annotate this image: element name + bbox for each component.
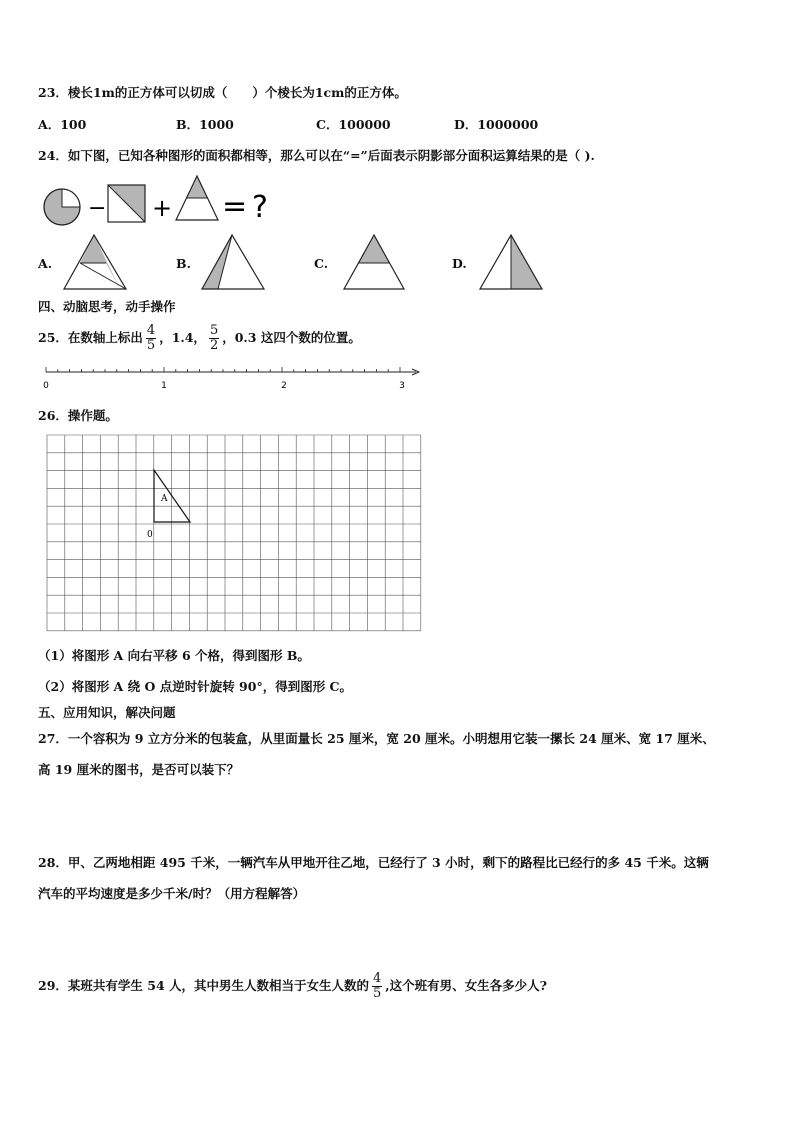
- square-half-shaded-icon: [108, 185, 145, 222]
- axis-label-3: 3: [399, 381, 405, 391]
- q24-equation-figure: [40, 172, 280, 232]
- q24-option-b-label: B.: [176, 256, 191, 271]
- q25-fraction-2-den: 2: [209, 338, 219, 353]
- q23-text: 23．棱长1m的正方体可以切成（ ）个棱长为1cm的正方体。: [38, 85, 407, 100]
- q25-fraction-2-num: 5: [209, 323, 219, 338]
- q29-text: [38, 972, 547, 1001]
- q29-fraction-num: 4: [373, 971, 382, 986]
- q28-line1: 28．甲、乙两地相距 495 千米，一辆汽车从甲地开往乙地，已经行了 3 小时，剩下的路程比已经行的多 45 千米。这辆: [38, 855, 709, 870]
- axis-label-0: 0: [43, 381, 49, 391]
- q27-line1: 27．一个容积为 9 立方分米的包装盒，从里面量长 25 厘米，宽 20 厘米。小明想用它装一摞长 24 厘米、宽 17 厘米、: [38, 731, 715, 746]
- triangle-a-shape: [154, 470, 190, 522]
- q28-line2: 汽车的平均速度是多少千米/时？（用方程解答）: [38, 886, 306, 901]
- section5-title: 五、应用知识，解决问题: [38, 705, 176, 720]
- q23-option-d: D．1000000: [454, 117, 539, 132]
- q25-suffix: ，0.3 这四个数的位置。: [222, 330, 361, 345]
- equals-symbol: =: [222, 189, 248, 224]
- axis-label-1: 1: [161, 381, 167, 391]
- q25-number-line: [38, 362, 428, 392]
- q29-fraction-den: 5: [373, 986, 382, 1001]
- q29-suffix: ,这个班有男、女生各多少人?: [385, 978, 547, 993]
- q25-fraction-1: [146, 324, 156, 353]
- section4-title: 四、动脑思考，动手操作: [38, 299, 176, 314]
- point-o-label: 0: [147, 530, 153, 540]
- q23-option-c: C．100000: [316, 117, 391, 132]
- q27-line2: 高 19 厘米的图书，是否可以装下？: [38, 762, 240, 777]
- axis-label-2: 2: [281, 381, 287, 391]
- circle-three-quarter-shaded-icon: [44, 189, 80, 225]
- q26-sub1: （1）将图形 A 向右平移 6 个格，得到图形 B。: [38, 648, 310, 663]
- plus-symbol: +: [152, 194, 173, 222]
- q25-fraction-1-den: 5: [146, 338, 156, 353]
- q24-option-b-triangle: [200, 233, 266, 293]
- q29-fraction: [372, 972, 382, 1001]
- triangle-a-label: A: [161, 494, 168, 504]
- q24-option-d-label: D.: [452, 256, 467, 271]
- q25-fraction-1-num: 4: [146, 323, 156, 338]
- q24-option-a-triangle: [62, 233, 128, 293]
- q25-fraction-2: [209, 324, 219, 353]
- q25-prefix: 25．在数轴上标出: [38, 330, 143, 345]
- q26-grid: [46, 434, 426, 630]
- q26-sub2: （2）将图形 A 绕 O 点逆时针旋转 90°，得到图形 C。: [38, 679, 352, 694]
- minus-symbol: −: [88, 196, 107, 221]
- q24-option-c-label: C.: [314, 256, 329, 271]
- triangle-top-shaded-icon: [176, 176, 218, 220]
- q29-prefix: 29．某班共有学生 54 人，其中男生人数相当于女生人数的: [38, 978, 369, 993]
- question-symbol: ?: [252, 190, 268, 225]
- q25-mid: ，1.4，: [159, 330, 206, 345]
- q24-option-c-triangle: [340, 233, 410, 293]
- q23-option-b: B．1000: [176, 117, 234, 132]
- q25-text: [38, 324, 361, 353]
- q23-option-a: A．100: [38, 117, 87, 132]
- q24-text: 24．如下图，已知各种图形的面积都相等，那么可以在“=”后面表示阴影部分面积运算结果的是（ ).: [38, 148, 595, 163]
- q26-text: 26．操作题。: [38, 408, 118, 423]
- q24-option-d-triangle: [478, 233, 548, 293]
- q24-option-a-label: A.: [38, 256, 53, 271]
